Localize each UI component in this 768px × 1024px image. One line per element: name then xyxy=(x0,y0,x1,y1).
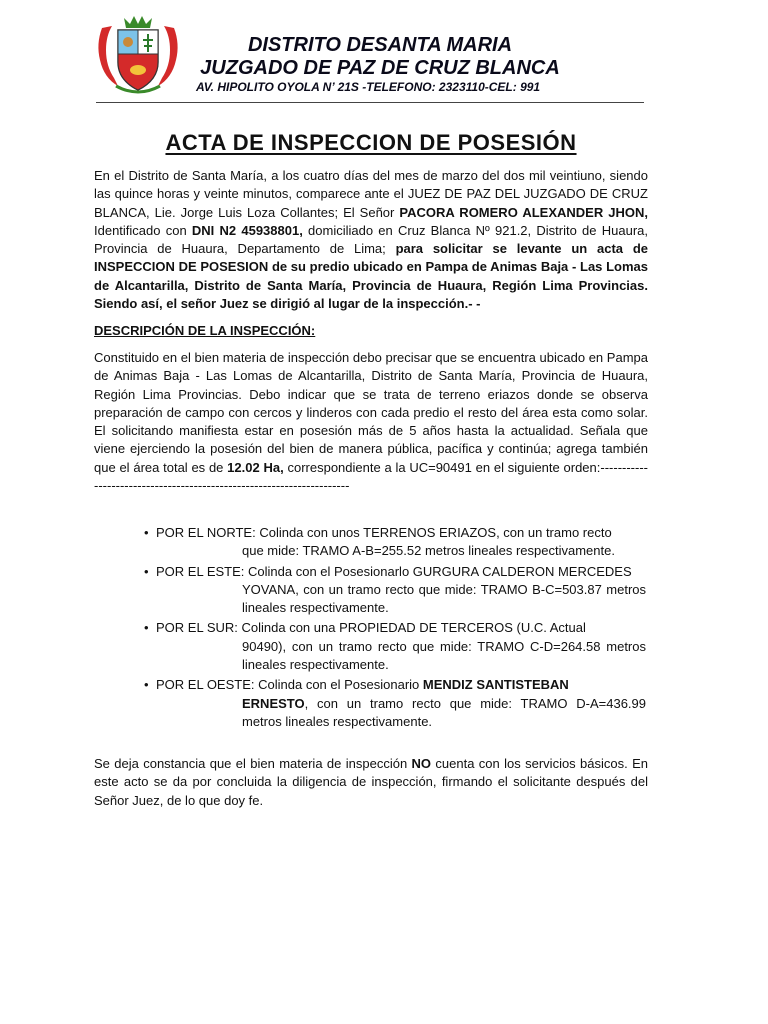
list-item: • POR EL NORTE: Colinda con unos TERRENOS ERIAZOS, con un tramo recto que mide: TRAMO A-B=255.52 metros lineales respectivamente. xyxy=(156,524,646,561)
section-subheading: DESCRIPCIÓN DE LA INSPECCIÓN: xyxy=(94,323,316,338)
document-title: ACTA DE INSPECCION DE POSESIÓN xyxy=(165,130,577,155)
coat-of-arms-seal-icon xyxy=(96,14,180,98)
district-heading: DISTRITO DESANTA MARIA xyxy=(247,34,513,56)
list-item: • POR EL SUR: Colinda con una PROPIEDAD DE TERCEROS (U.C. Actual 90490), con un tramo recto que mide: TRAMO C-D=264.58 metros lineales respectivamente. xyxy=(156,619,646,674)
list-item: • POR EL OESTE: Colinda con el Posesionario MENDIZ SANTISTEBAN ERNESTO, con un tramo recto que mide: TRAMO D-A=436.99 metros lineales respectivamente. xyxy=(156,676,646,731)
court-heading: JUZGADO DE PAZ DE CRUZ BLANCA xyxy=(200,57,560,79)
header-divider xyxy=(96,102,644,103)
applicant-dni: DNI N2 45938801, xyxy=(191,222,303,238)
closing-paragraph: Se deja constancia que el bien materia de inspección NO cuenta con los servicios básicos. En este acto se da por concluida la diligencia de inspección, firmando el solicitante después del Señor Juez, de lo que doy fe. xyxy=(94,756,649,808)
intro-paragraph: En el Distrito de Santa María, a los cuatro días del mes de marzo del dos mil veintiuno, siendo las quince horas y veinte minutos, comparece ante el JUEZ DE PAZ DEL JUZGADO DE CRUZ BLANCA, Lie. Jorge Luis Loza Collantes; El Señor PACORA ROMERO ALEXANDER JHON, Identificado con DNI N2 45938801, domiciliado en Cruz Blanca Nº 921.2, Distrito de Huaura, Provincia de Huaura, Departamento de Lima; para solicitar se levante un acta de INSPECCION DE POSESION de su predio ubicado en Pampa de Animas Baja - Las Lomas de Alcantarilla, Distrito de Santa María, Provincia de Huaura, Región Lima Provincias. Siendo así, el señor Juez se dirigió al lugar de la inspección.- - xyxy=(94,168,648,312)
request-text: para solicitar se levante un acta de INSPECCION DE POSESION de su predio ubicado en Pampa de Animas Baja - Las Lomas de Alcantarilla, Distrito de Santa María, Provincia de Huaura, Región Lima Provincias. Siendo así, el señor Juez se dirigió al lugar de la inspección.- - xyxy=(94,241,648,312)
address-line: AV. HIPOLITO OYOLA N’ 21S -TELEFONO: 2323110-CEL: 991 xyxy=(196,80,541,94)
no-services-flag: NO xyxy=(411,756,432,771)
boundaries-list xyxy=(156,524,646,733)
applicant-name: PACORA ROMERO ALEXANDER JHON, xyxy=(399,204,648,220)
list-item: • POR EL ESTE: Colinda con el Posesionarlo GURGURA CALDERON MERCEDES YOVANA, con un tramo recto que mide: TRAMO B-C=503.87 metros lineales respectivamente. xyxy=(156,563,646,618)
total-area: 12.02 Ha, xyxy=(227,459,284,475)
description-paragraph: Constituido en el bien materia de inspección debo precisar que se encuentra ubicado en Pampa de Animas Baja - Las Lomas de Alcantarilla, Distrito de Santa María, Provincia de Huaura, Región Lima Provincias. Debo indicar que se trata de terreno eriazos donde se observa preparación de campo con cercos y linderos con cada predio el resto del área esta como solar. El solicitando manifiesta estar en posesión más de 5 años hasta la actualidad. Señala que viene ejerciendo la posesión del bien de manera pública, pacífica y continúa; agrega también que el área total es de 12.02 Ha, correspondiente a la UC=90491 en el siguiente orden:---------------------------------------------------------------------- xyxy=(94,350,648,494)
